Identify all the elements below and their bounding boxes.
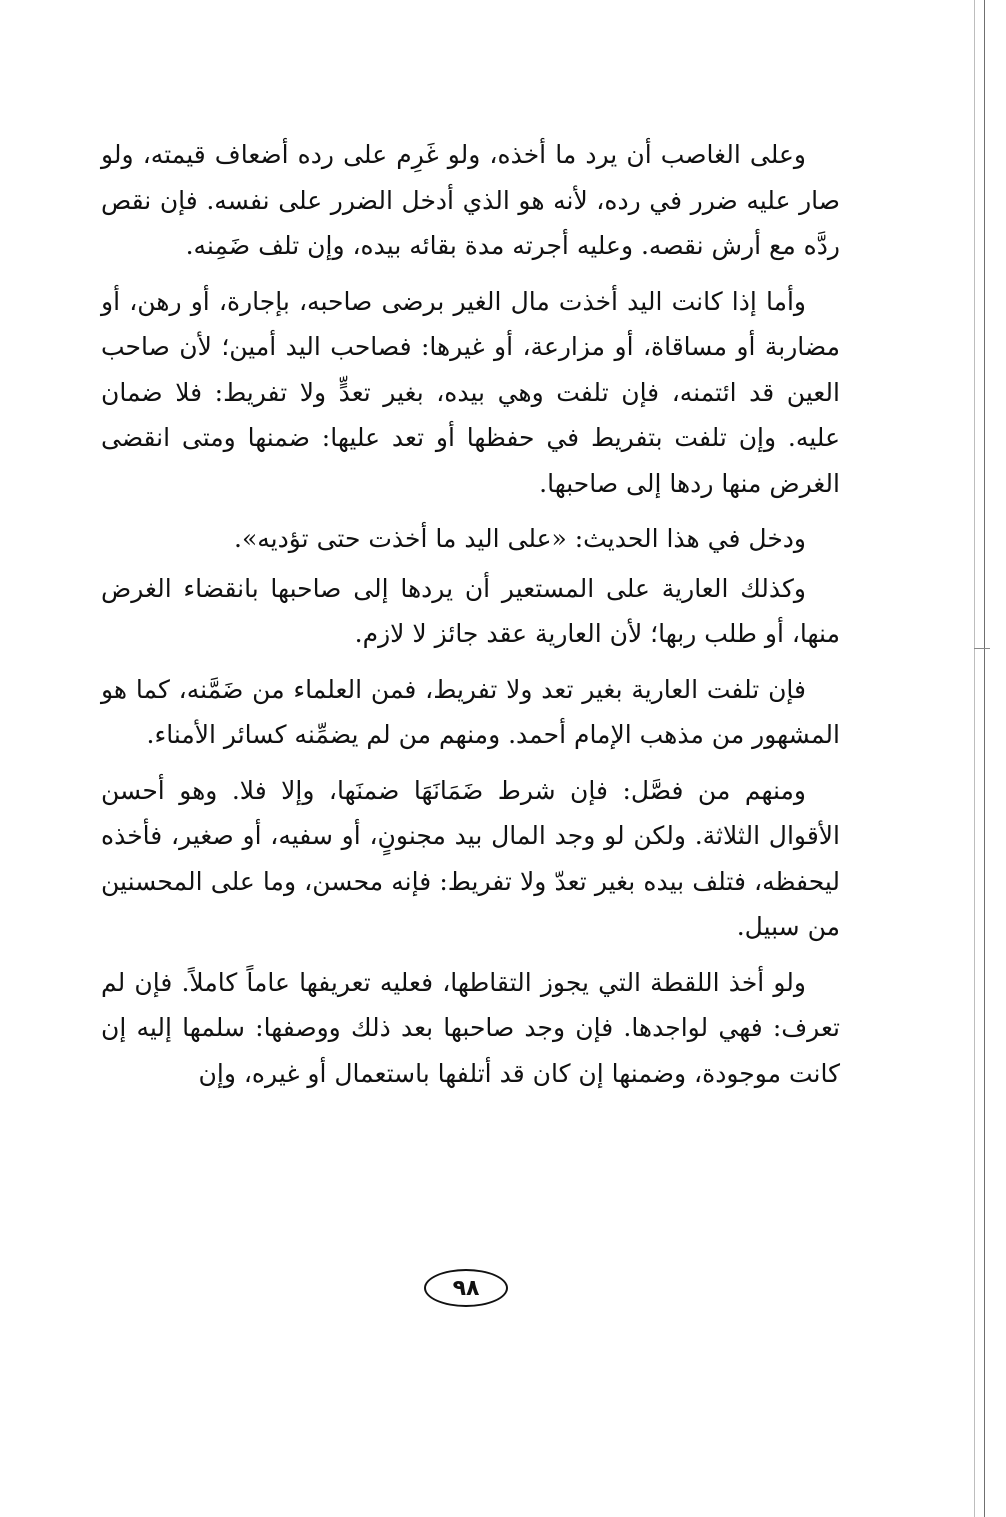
page-edge-line-inner [974, 0, 975, 1517]
paragraph: وعلى الغاصب أن يرد ما أخذه، ولو غَرِم على رده أضعاف قيمته، ولو صار عليه ضرر في رده، لأنه هو الذي أدخل الضرر على نفسه. فإن نقص ردَّه مع أرش نقصه. وعليه أجرته مدة بقائه بيده، وإن تلف ضَمِنه. [101, 140, 840, 260]
page-edge-line [984, 0, 985, 1517]
paragraph: ودخل في هذا الحديث: «على اليد ما أخذت حتى تؤديه». [234, 524, 806, 553]
page-number: ٩٨ [424, 1269, 508, 1307]
paragraph: وأما إذا كانت اليد أخذت مال الغير برضى صاحبه، بإجارة، أو رهن، أو مضاربة أو مساقاة، أو مزارعة، أو غيرها: فصاحب اليد أمين؛ لأن صاحب العين قد ائتمنه، فإن تلفت وهي بيده، بغير تعدٍّ ولا تفريط: فلا ضمان عليه. وإن تلفت بتفريط في حفظها أو تعد عليها: ضمنها ومتى انقضى الغرض منها ردها إلى صاحبها. [101, 286, 840, 498]
page-edge-tick [974, 648, 990, 649]
paragraph: فإن تلفت العارية بغير تعد ولا تفريط، فمن العلماء من ضَمَّنه، كما هو المشهور من مذهب الإمام أحمد. ومنهم من لم يضمِّنه كسائر الأمناء. [101, 674, 840, 749]
body-text [101, 132, 840, 1106]
paragraph: ومنهم من فصَّل: فإن شرط ضَمَانَهَا ضمنَها، وإلا فلا. وهو أحسن الأقوال الثلاثة. ولكن لو وجد المال بيد مجنونٍ، أو سفيه، أو صغير، فأخذه ليحفظه، فتلف بيده بغير تعدّ ولا تفريط: فإنه محسن، وما على المحسنين من سبيل. [101, 775, 840, 941]
paragraph: وكذلك العارية على المستعير أن يردها إلى صاحبها بانقضاء الغرض منها، أو طلب ربها؛ لأن العارية عقد جائز لا لازم. [101, 573, 840, 648]
paragraph: ولو أخذ اللقطة التي يجوز التقاطها، فعليه تعريفها عاماً كاملاً. فإن لم تعرف: فهي لواجدها. فإن وجد صاحبها بعد ذلك ووصفها: سلمها إليه إن كانت موجودة، وضمنها إن كان قد أتلفها باستعمال أو غيره، وإن [101, 967, 840, 1088]
